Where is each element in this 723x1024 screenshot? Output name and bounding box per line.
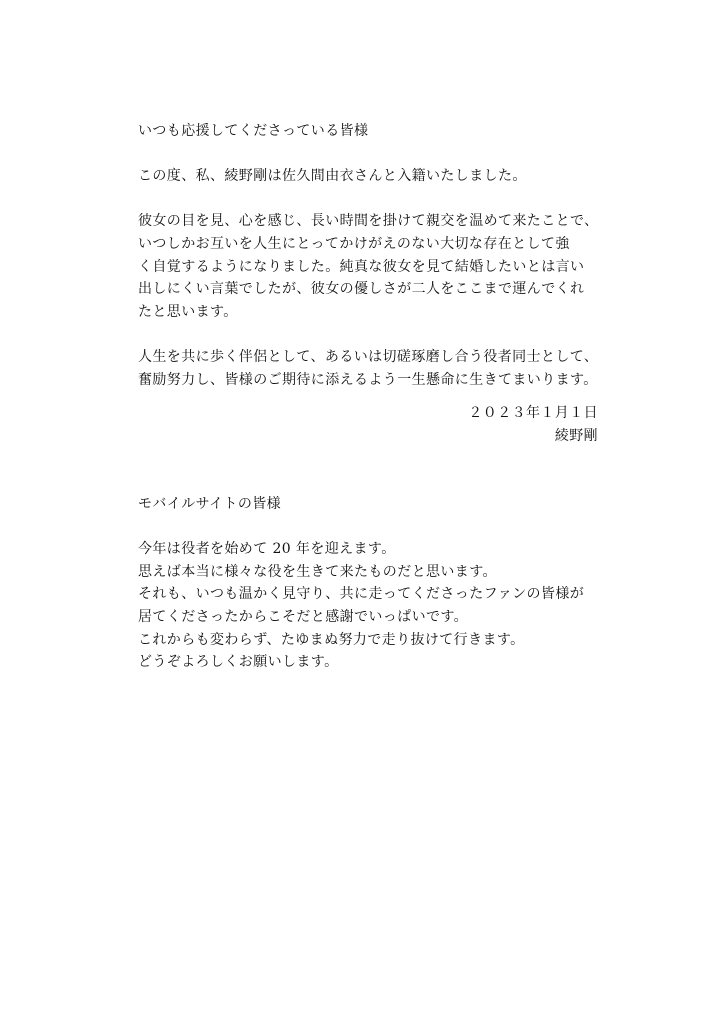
letter-date: ２０２３年１月１日 (468, 405, 598, 421)
paragraph-line: 彼女の目を見、心を感じ、長い時間を掛けて親交を温めて来たことで、 (138, 213, 599, 230)
announcement: この度、私、綾野剛は佐久間由衣さんと入籍いたしました。 (138, 168, 527, 185)
paragraph-3 (138, 538, 598, 674)
paragraph-1 (138, 210, 598, 323)
paragraph-line: 奮励努力し、皆様のご期待に添えるよう一生懸命に生きてまいります。 (138, 371, 598, 388)
paragraph-line: く自覚するようになりました。純真な彼女を見て結婚したいとは言い (138, 258, 585, 275)
paragraph-line: 出しにくい言葉でしたが、彼女の優しさが二人をここまで運んでくれ (138, 281, 585, 298)
signature-name: 綾野剛 (554, 427, 598, 444)
paragraph-line: これからも変わらず、たゆまぬ努力で走り抜けて行きます。 (138, 631, 525, 648)
paragraph-2 (138, 346, 598, 391)
paragraph-line: たと思います。 (138, 303, 238, 320)
letter-mobile (138, 493, 598, 674)
letter-main (138, 120, 598, 391)
salutation: いつも応援してくださっている皆様 (138, 123, 369, 139)
signature-block (138, 402, 598, 447)
paragraph-line: それも、いつも温かく見守り、共に走ってくださったファンの皆様が (138, 586, 585, 603)
paragraph-line: 思えば本当に様々な役を生きて来たものだと思います。 (138, 563, 497, 580)
paragraph-line: いつしかお互いを人生にとってかけがえのない大切な存在として強 (138, 235, 570, 252)
salutation: モバイルサイトの皆様 (138, 496, 282, 512)
paragraph-line: どうぞよろしくお願いします。 (138, 654, 339, 671)
paragraph-line: 居てくださったからこそだと感謝でいっぱいです。 (138, 608, 469, 625)
paragraph-line: 今年は役者を始めて 20 年を迎えます。 (138, 541, 396, 558)
paragraph-line: 人生を共に歩く伴侶として、あるいは切磋琢磨し合う役者同士として、 (138, 348, 599, 365)
